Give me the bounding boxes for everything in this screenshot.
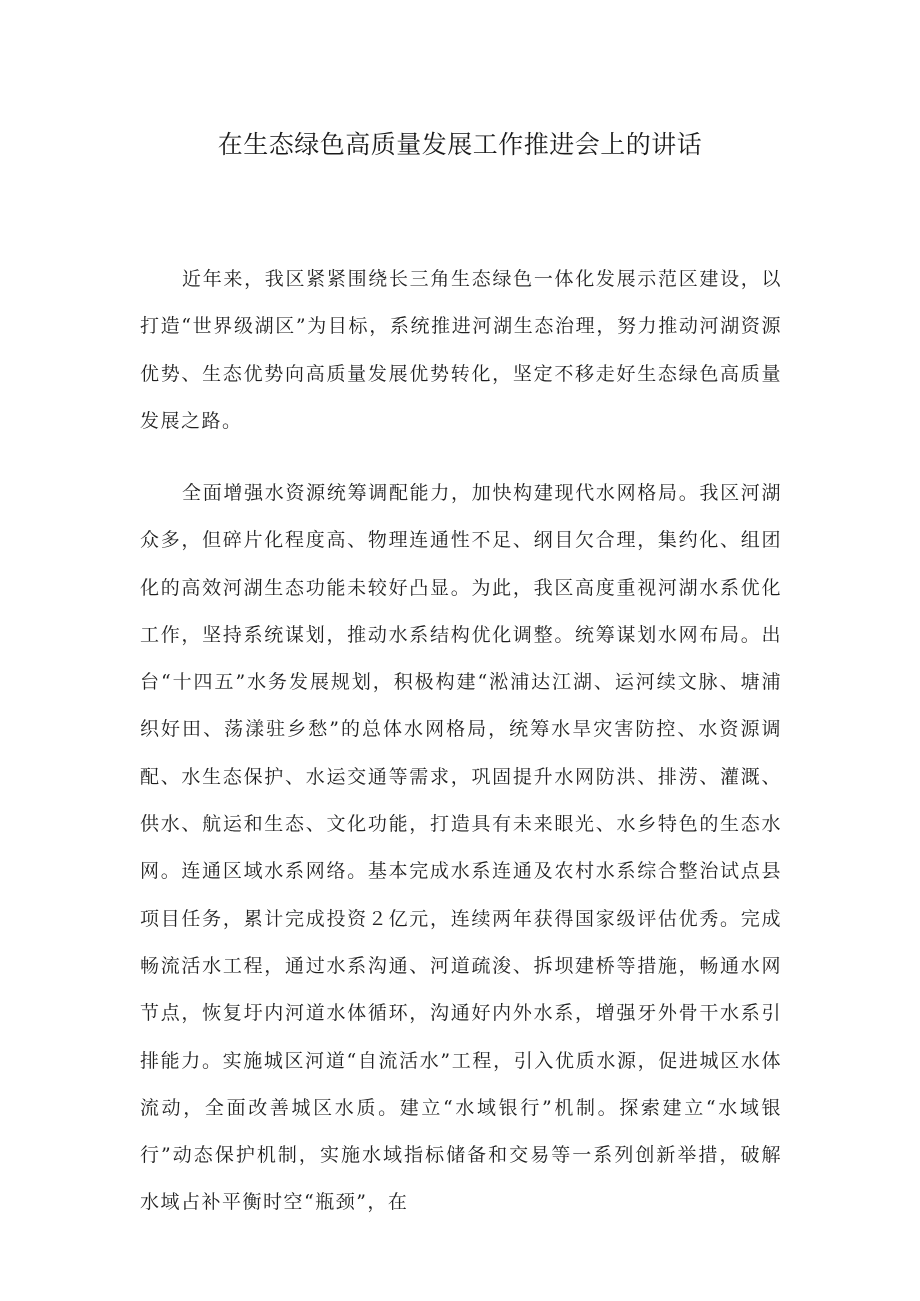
paragraph-water-network: 全面增强水资源统筹调配能力，加快构建现代水网格局。我区河湖众多，但碎片化程度高、物理连通性不足、纲目欠合理，集约化、组团化的高效河湖生态功能未较好凸显。为此，我区高度重视河湖水系优化工作，坚持系统谋划，推动水系结构优化调整。统筹谋划水网布局。出台“十四五”水务发展规划，积极构建“淞浦达江湖、运河续文脉、塘浦织好田、荡漾驻乡愁”的总体水网格局，统筹水旱灾害防控、水资源调配、水生态保护、水运交通等需求，巩固提升水网防洪、排涝、灌溉、供水、航运和生态、文化功能，打造具有未来眼光、水乡特色的生态水网。连通区域水系网络。基本完成水系连通及农村水系综合整治试点县项目任务，累计完成投资２亿元，连续两年获得国家级评估优秀。完成畅流活水工程，通过水系沟通、河道疏浚、拆坝建桥等措施，畅通水网节点，恢复圩内河道水体循环，沟通好内外水系，增强牙外骨干水系引排能力。实施城区河道“自流活水”工程，引入优质水源，促进城区水体流动，全面改善城区水质。建立“水域银行”机制。探索建立“水域银行”动态保护机制，实施水域指标储备和交易等一系列创新举措，破解水域占补平衡时空“瓶颈”，在: [140, 482, 782, 1214]
paragraph-intro: 近年来，我区紧紧围绕长三角生态绿色一体化发展示范区建设，以打造“世界级湖区”为目标，系统推进河湖生态治理，努力推动河湖资源优势、生态优势向高质量发展优势转化，坚定不移走好生态绿色高质量发展之路。: [140, 268, 782, 432]
document-title: 在生态绿色高质量发展工作推进会上的讲话: [217, 130, 703, 159]
